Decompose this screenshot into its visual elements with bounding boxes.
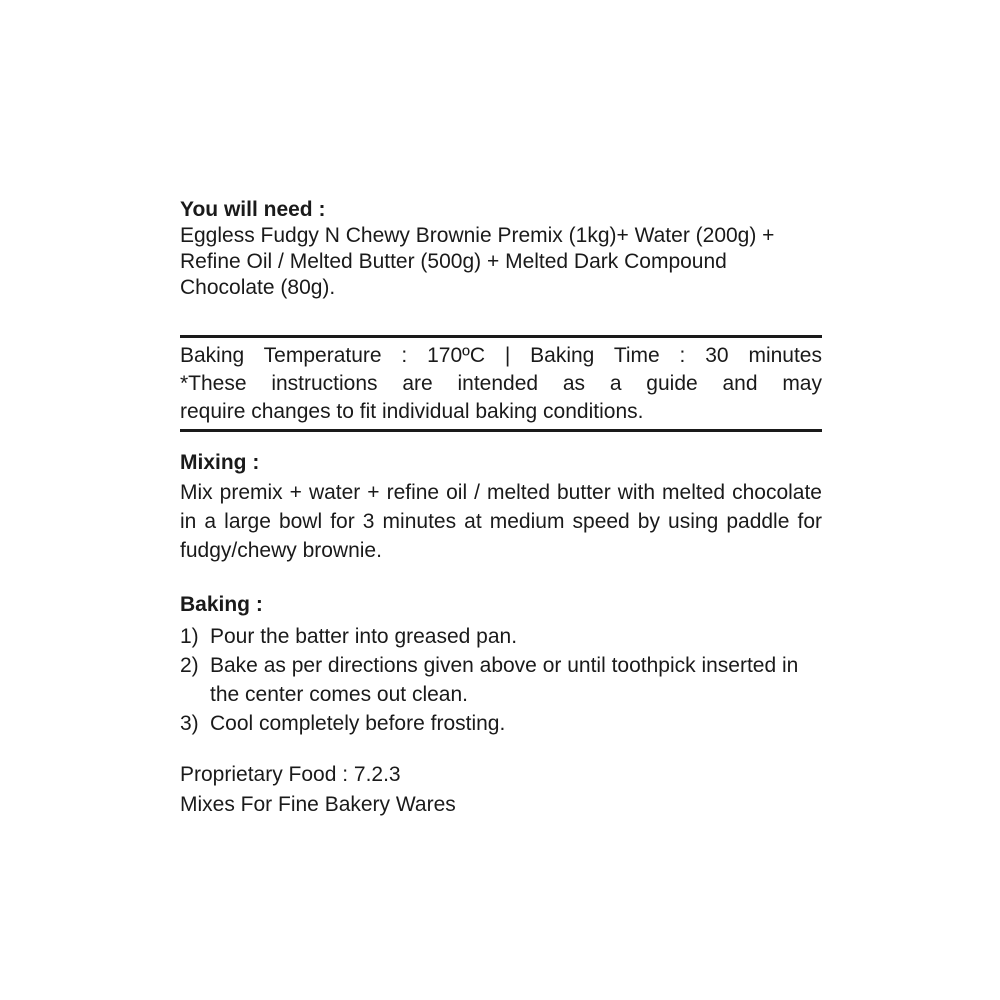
baking-step — [180, 651, 822, 709]
step-text: Bake as per directions given above or until toothpick inserted in the center comes out clean. — [210, 654, 799, 706]
footer-section — [180, 760, 822, 820]
mixing-heading: Mixing : — [180, 451, 260, 474]
mixing-section — [180, 450, 822, 565]
ingredients-text: Eggless Fudgy N Chewy Brownie Premix (1kg)+ Water (200g) + Refine Oil / Melted Butter (500g) + Melted Dark Compound Chocolate (80g). — [180, 224, 775, 299]
proprietary-food-code: Proprietary Food : 7.2.3 — [180, 763, 401, 786]
baking-step — [180, 622, 822, 651]
baking-section — [180, 592, 822, 738]
instructions-panel — [180, 197, 822, 820]
step-number: 3) — [180, 712, 199, 735]
you-will-need-heading: You will need : — [180, 198, 326, 221]
baking-heading: Baking : — [180, 593, 263, 616]
guide-disclaimer-line2: require changes to fit individual baking conditions. — [180, 400, 644, 423]
baking-temp-time: Baking Temperature : 170ºC | Baking Time : 30 minutes — [180, 344, 822, 367]
step-number: 1) — [180, 625, 199, 648]
guide-disclaimer-line1: *These instructions are intended as a guide and may — [180, 372, 822, 395]
divider-top — [180, 335, 822, 338]
product-category: Mixes For Fine Bakery Wares — [180, 793, 456, 816]
divider-bottom — [180, 429, 822, 432]
baking-steps-list — [180, 622, 822, 738]
you-will-need-section — [180, 197, 822, 301]
mixing-text: Mix premix + water + refine oil / melted butter with melted chocolate in a large bowl for 3 minutes at medium speed by using paddle for fudgy/chewy brownie. — [180, 481, 822, 562]
baking-step — [180, 709, 822, 738]
step-text: Pour the batter into greased pan. — [210, 625, 518, 648]
step-text: Cool completely before frosting. — [210, 712, 506, 735]
baking-info-section — [180, 342, 822, 426]
step-number: 2) — [180, 654, 199, 677]
